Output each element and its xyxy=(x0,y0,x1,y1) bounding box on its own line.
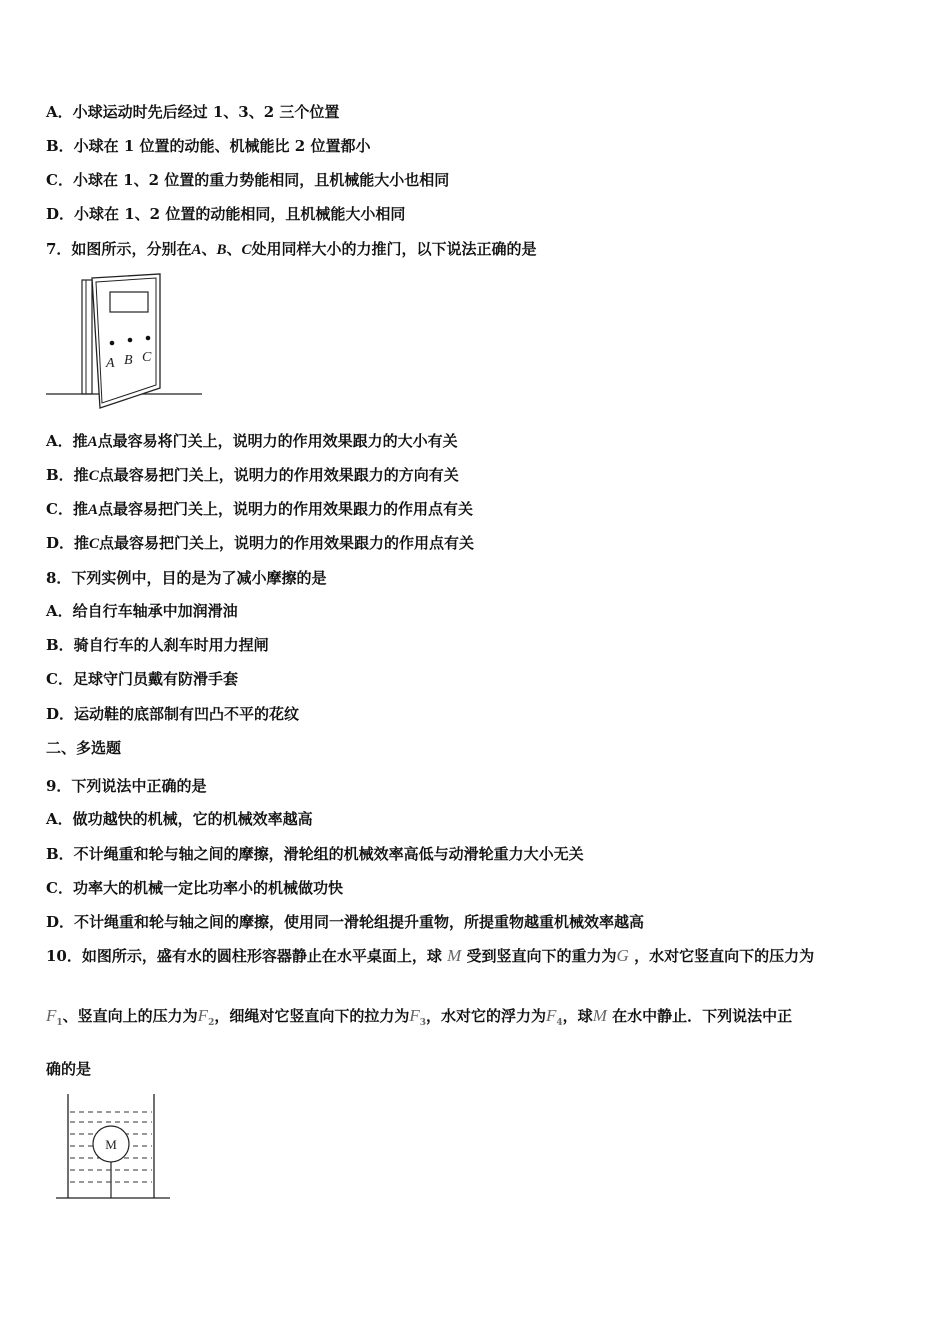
door-label-b: B xyxy=(124,353,133,368)
q9-option-b: B．不计绳重和轮与轴之间的摩擦，滑轮组的机械效率高低与动滑轮重力大小无关 xyxy=(46,845,584,863)
q7-option-b: B．推C点最容易把门关上，说明力的作用效果跟力的方向有关 xyxy=(46,466,459,484)
q8-option-c: C．足球守门员戴有防滑手套 xyxy=(46,670,238,688)
ball-label: M xyxy=(105,1137,117,1152)
q6-option-c: C．小球在 1、2 位置的重力势能相同，且机械能大小也相同 xyxy=(46,171,450,189)
section-heading: 二、多选题 xyxy=(46,739,122,757)
q9-option-a: A．做功越快的机械，它的机械效率越高 xyxy=(46,810,313,828)
q8-option-b: B．骑自行车的人刹车时用力捏闸 xyxy=(46,636,269,654)
q7-option-c: C．推A点最容易把门关上，说明力的作用效果跟力的作用点有关 xyxy=(46,500,473,518)
q9-option-c: C．功率大的机械一定比功率小的机械做功快 xyxy=(46,879,343,897)
q6-option-a: A．小球运动时先后经过 1、3、2 三个位置 xyxy=(46,103,340,121)
q9-stem: 9．下列说法中正确的是 xyxy=(46,777,207,795)
q8-option-a: A．给自行车轴承中加润滑油 xyxy=(46,602,238,620)
q6-option-b: B．小球在 1 位置的动能、机械能比 2 位置都小 xyxy=(46,137,371,155)
q7-option-d: D．推C点最容易把门关上，说明力的作用效果跟力的作用点有关 xyxy=(46,534,475,552)
container-figure xyxy=(54,1090,174,1205)
door-label-c: C xyxy=(142,350,152,365)
q7-option-a: A．推A点最容易将门关上，说明力的作用效果跟力的大小有关 xyxy=(46,432,458,450)
door-label-a: A xyxy=(106,356,115,371)
q9-option-d: D．不计绳重和轮与轴之间的摩擦，使用同一滑轮组提升重物，所提重物越重机械效率越高 xyxy=(46,913,645,931)
q10-stem-line2: $F_1$、竖直向上的压力为$F_2$，细绳对它竖直向下的拉力为$F_3$，水对它的浮力为$F_4$，球M 在水中静止．下列说法中正 xyxy=(46,1006,793,1028)
q8-option-d: D．运动鞋的底部制有凹凸不平的花纹 xyxy=(46,705,300,723)
q8-stem: 8．下列实例中，目的是为了减小摩擦的是 xyxy=(46,569,327,587)
q7-stem: 7．如图所示，分别在A、B、C处用同样大小的力推门，以下说法正确的是 xyxy=(46,240,537,258)
q6-option-d: D．小球在 1、2 位置的动能相同，且机械能大小相同 xyxy=(46,205,406,223)
q10-stem-line3: 确的是 xyxy=(46,1060,92,1078)
q10-stem-line1: 10．如图所示，盛有水的圆柱形容器静止在水平桌面上，球 M 受到竖直向下的重力为G ，水对它竖直向下的压力为 xyxy=(46,946,815,965)
door-figure xyxy=(44,272,204,412)
